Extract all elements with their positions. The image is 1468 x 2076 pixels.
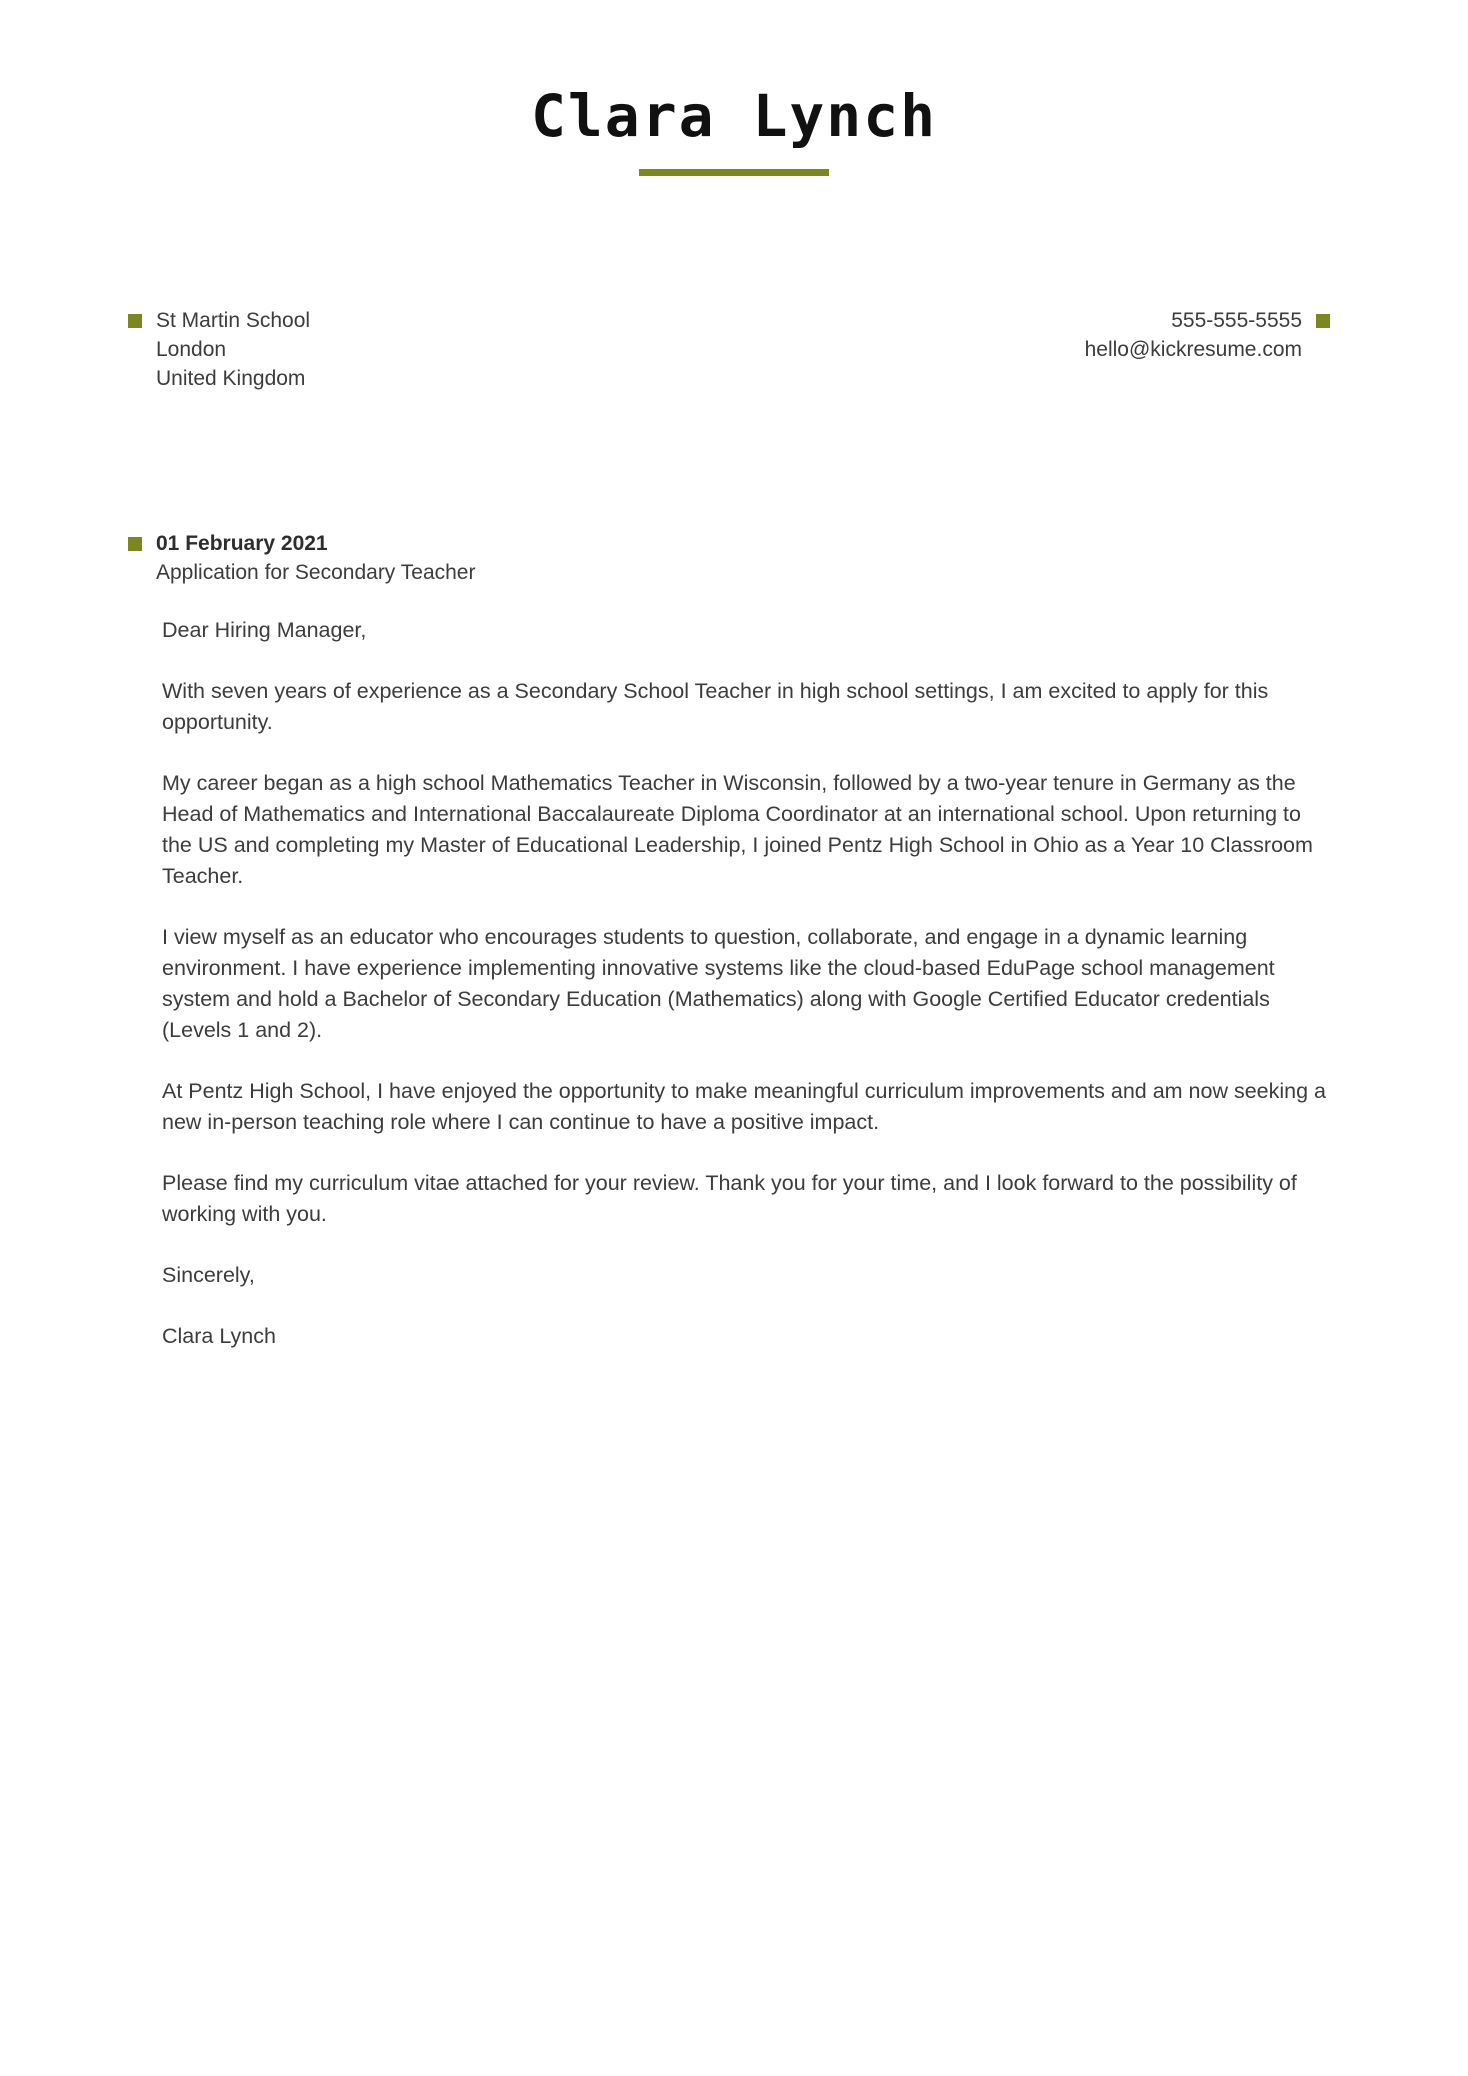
- sender-contact-block: [1085, 306, 1330, 364]
- sender-phone: 555-555-5555: [1171, 308, 1302, 332]
- body-paragraph: Please find my curriculum vitae attached for your review. Thank you for your time, and I look forward to the possibility of working with you.: [162, 1170, 1297, 1226]
- contact-row: [0, 306, 1468, 393]
- body-paragraph: At Pentz High School, I have enjoyed the opportunity to make meaningful curriculum improvements and am now seeking a new in-person teaching role where I can continue to have a positive impact.: [162, 1078, 1327, 1134]
- body-paragraph: With seven years of experience as a Secondary School Teacher in high school settings, I am excited to apply for this opportunity.: [162, 678, 1269, 734]
- square-bullet-icon: [128, 537, 142, 551]
- letter-header: [0, 0, 1468, 176]
- sender-email: hello@kickresume.com: [1084, 337, 1302, 361]
- body-paragraph: I view myself as an educator who encourages students to question, collaborate, and engage in a dynamic learning environment. I have experience implementing innovative systems like the cloud-based EduPage school management system and hold a Bachelor of Secondary Education (Mathematics) along with Google Certified Educator credentials (Levels 1 and 2).: [162, 924, 1275, 1042]
- recipient-city: London: [156, 337, 227, 361]
- letter-body: [0, 615, 1468, 1352]
- recipient-organization: St Martin School: [156, 308, 311, 332]
- letter-subject: Application for Secondary Teacher: [156, 560, 476, 584]
- salutation: Dear Hiring Manager,: [162, 617, 367, 642]
- body-paragraph: My career began as a high school Mathematics Teacher in Wisconsin, followed by a two-year tenure in Germany as the Head of Mathematics and International Baccalaureate Diploma Coordinator at an international school. Upon returning to the US and completing my Master of Educational Leadership, I joined Pentz High School in Ohio as a Year 10 Classroom Teacher.: [162, 770, 1313, 888]
- square-bullet-icon: [128, 314, 142, 328]
- sender-contact-lines: [1085, 306, 1302, 364]
- recipient-lines: [156, 306, 310, 393]
- square-bullet-icon: [1316, 314, 1330, 328]
- signature-name: Clara Lynch: [162, 1323, 276, 1348]
- subject-block: [0, 529, 1468, 587]
- recipient-country: United Kingdom: [156, 366, 306, 390]
- subject-lines: [156, 529, 475, 587]
- name-accent-rule: [639, 169, 829, 176]
- signoff: Sincerely,: [162, 1262, 255, 1287]
- candidate-name: Clara Lynch: [530, 82, 938, 150]
- letter-date: 01 February 2021: [156, 531, 328, 555]
- recipient-block: [128, 306, 310, 393]
